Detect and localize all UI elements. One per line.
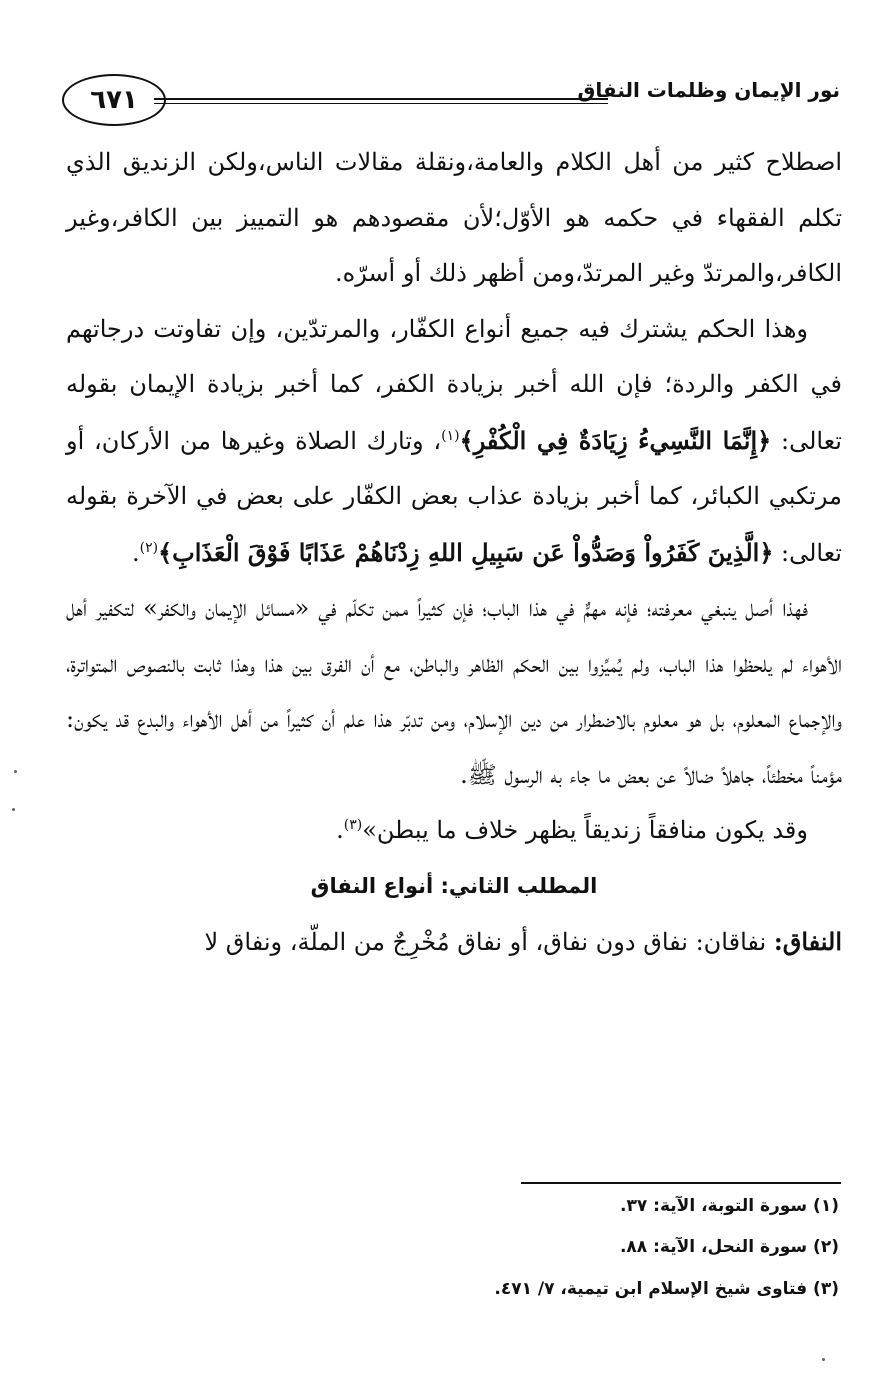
main-text xyxy=(66,135,842,971)
footnote-1: (١) سورة التوبة، الآية: ٣٧. xyxy=(620,1196,839,1216)
scan-speck xyxy=(822,1358,825,1361)
paragraph-3: فهذا أصل ينبغي معرفته؛ فإنه مهمٌّ في هذا الباب؛ فإن كثيراً ممن تكلّم في «مسائل الإيمان والكفر» لتكفير أهل الأهواء لم يلحظوا هذا الباب، ولم يُميِّزوا بين الحكم الظاهر والباطن، مع أن الفرق بين هذا وهذا ثابت بالنصوص المتواترة، والإجماع المعلوم، بل هو معلوم بالاضطرار من دين الإسلام، ومن تدبّر هذا علم أن كثيراً من أهل الأهواء والبدع قد يكون: مؤمناً مخطئاً، جاهلاً ضالاً عن بعض ما جاء به الرسول ﷺ. xyxy=(66,594,842,789)
paragraph-1: اصطلاح كثير من أهل الكلام والعامة،ونقلة مقالات الناس،ولكن الزنديق الذي تكلم الفقهاء في حكمه هو الأوّل؛لأن مقصودهم هو التمييز بين الكافر،وغير الكافر،والمرتدّ وغير المرتدّ،ومن أظهر ذلك أو أسرّه. xyxy=(66,148,843,287)
footnote-ref-3: (٣) xyxy=(343,817,363,833)
scan-speck xyxy=(14,770,17,773)
quran-verse-1: ﴿إِنَّمَا النَّسِيءُ زِيَادَةٌ فِي الْكُفْرِ﴾ xyxy=(459,425,772,455)
running-title: نور الإيمان وظلمات النفاق xyxy=(577,78,840,102)
paragraph-4-end: . xyxy=(336,816,344,844)
header-rule xyxy=(154,98,608,100)
quran-verse-2: ﴿الَّذِينَ كَفَرُواْ وَصَدُّواْ عَن سَبِيلِ اللهِ زِدْنَاهُمْ عَذَابًا فَوْقَ الْعَذَابِ﴾ xyxy=(158,537,774,567)
page-number-oval xyxy=(62,74,166,126)
term-nifaq: النفاق: xyxy=(773,927,842,956)
header-rule-thin xyxy=(154,103,608,104)
footnote-3: (٣) فتاوى شيخ الإسلام ابن تيمية، ٧/ ٤٧١. xyxy=(494,1279,839,1299)
page-number: ٦٧١ xyxy=(90,85,138,115)
section-heading: المطلب الثاني: أنواع النفاق xyxy=(310,873,598,898)
paragraph-2 xyxy=(66,302,842,582)
footnote-ref-2: (٢) xyxy=(139,539,159,556)
footnote-2: (٢) سورة النحل، الآية: ٨٨. xyxy=(619,1237,839,1257)
paragraph-4-text: وقد يكون منافقاً زنديقاً يظهر خلاف ما يبطن» xyxy=(362,816,808,844)
footnote-ref-1: (١) xyxy=(441,427,460,444)
running-header xyxy=(62,70,840,130)
paragraph-2-end: . xyxy=(131,538,140,567)
paragraph-5-text: نفاقان: نفاق دون نفاق، أو نفاق مُخْرِجٌ من الملّة، ونفاق لا xyxy=(204,928,774,956)
scan-speck xyxy=(12,808,15,811)
paragraph-2-text-b: ، وتارك الصلاة وغيرها من الأركان، أو مرتكبي الكبائر، كما أخبر بزيادة عذاب بعض الكفّار على بعض في الآخرة بقوله تعالى: xyxy=(66,426,842,567)
paragraph-2-text-a: وهذا الحكم يشترك فيه جميع أنواع الكفّار، والمرتدّين، وإن تفاوتت درجاتهم في الكفر والردة؛ فإن الله أخبر بزيادة الكفر، كما أخبر بزيادة الإيمان بقوله تعالى: xyxy=(66,314,842,455)
paragraph-4 xyxy=(66,803,842,859)
footnote-separator xyxy=(521,1182,841,1184)
paragraph-5 xyxy=(66,914,842,971)
